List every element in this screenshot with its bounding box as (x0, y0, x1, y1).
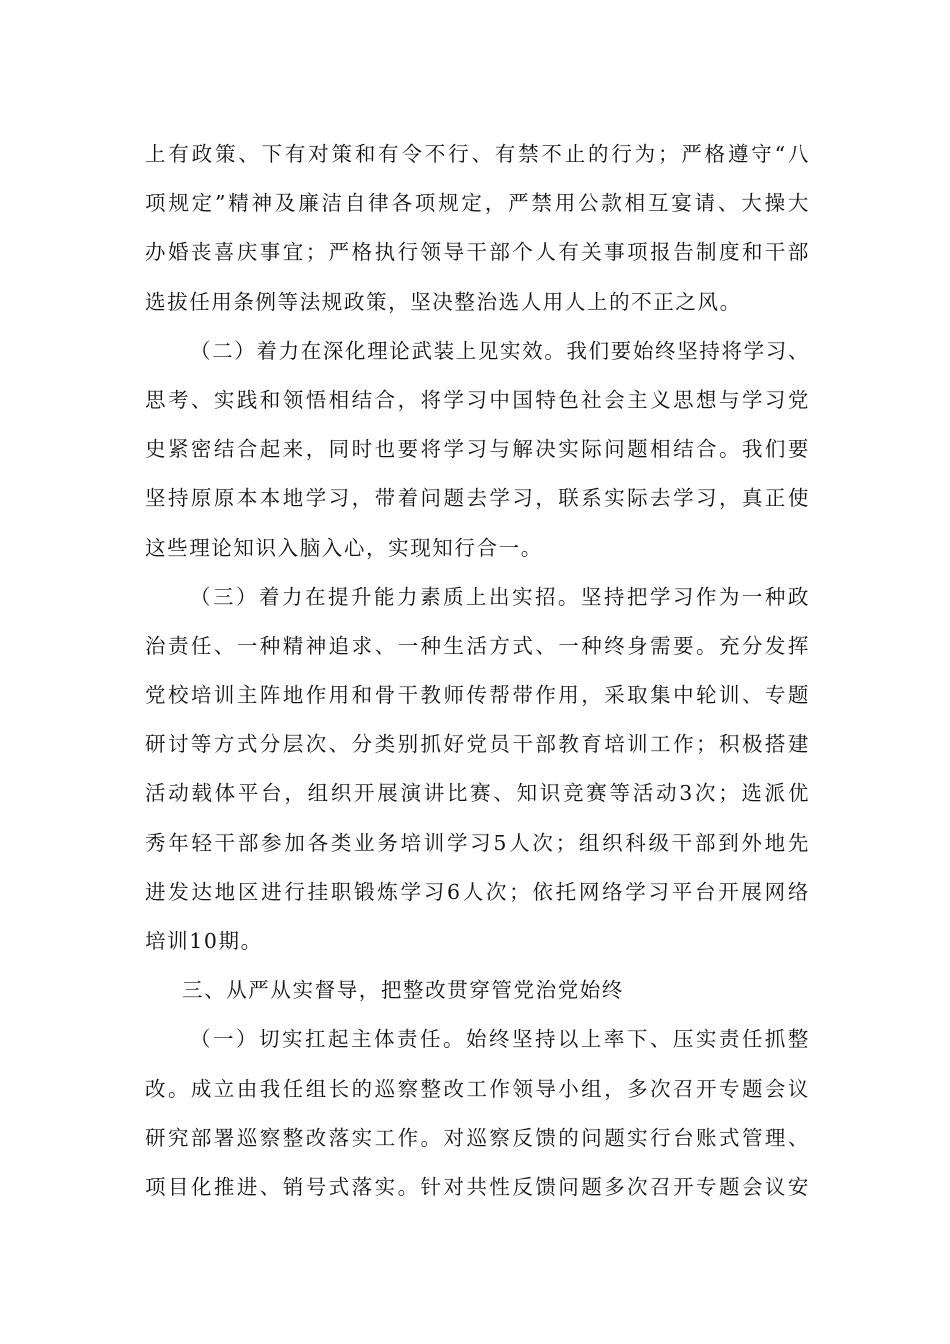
paragraph-heading-line: （二）着力在深化理论武装上见实效。我们要始终坚持将学习、 (190, 338, 810, 363)
text-line: 研讨等方式分层次、分类别抓好党员干部教育培训工作；积极搭建 (145, 732, 810, 757)
text-line: 进发达地区进行挂职锻炼学习6人次；依托网络学习平台开展网络 (145, 879, 810, 904)
text-line: 党校培训主阵地作用和骨干教师传帮带作用，采取集中轮训、专题 (145, 683, 810, 708)
text-line: 培训10期。 (145, 929, 263, 953)
text-line: 活动载体平台，组织开展演讲比赛、知识竞赛等活动3次；选派优 (145, 781, 810, 806)
text-line: 治责任、一种精神追求、一种生活方式、一种终身需要。充分发挥 (145, 633, 810, 658)
paragraph-heading-line: （三）着力在提升能力素质上出实招。坚持把学习作为一种政 (190, 584, 810, 609)
paragraph-heading-line: （一）切实扛起主体责任。始终坚持以上率下、压实责任抓整 (190, 1027, 810, 1052)
text-line: 改。成立由我任组长的巡察整改工作领导小组，多次召开专题会议 (145, 1076, 810, 1101)
document-body (145, 130, 810, 1212)
text-line: 选拔任用条例等法规政策，坚决整治选人用人上的不正之风。 (145, 289, 742, 314)
section-heading: 三、从严从实督导，把整改贯穿管党治党始终 (182, 978, 624, 1003)
text-line: 史紧密结合起来，同时也要将学习与解决实际问题相结合。我们要 (145, 437, 810, 462)
text-line: 上有政策、下有对策和有令不行、有禁不止的行为；严格遵守“八 (145, 142, 810, 166)
text-line: 秀年轻干部参加各类业务培训学习5人次；组织科级干部到外地先 (145, 830, 810, 855)
text-line: 项规定”精神及廉洁自律各项规定，严禁用公款相互宴请、大操大 (145, 191, 810, 216)
text-line: 项目化推进、销号式落实。针对共性反馈问题多次召开专题会议安 (145, 1174, 810, 1199)
text-line: 思考、实践和领悟相结合，将学习中国特色社会主义思想与学习党 (145, 387, 810, 412)
text-line: 这些理论知识入脑入心，实现知行合一。 (145, 535, 543, 560)
text-line: 办婚丧喜庆事宜；严格执行领导干部个人有关事项报告制度和干部 (145, 240, 810, 265)
text-line: 坚持原原本本地学习，带着问题去学习，联系实际去学习，真正使 (145, 486, 810, 511)
text-line: 研究部署巡察整改落实工作。对巡察反馈的问题实行台账式管理、 (145, 1125, 810, 1150)
